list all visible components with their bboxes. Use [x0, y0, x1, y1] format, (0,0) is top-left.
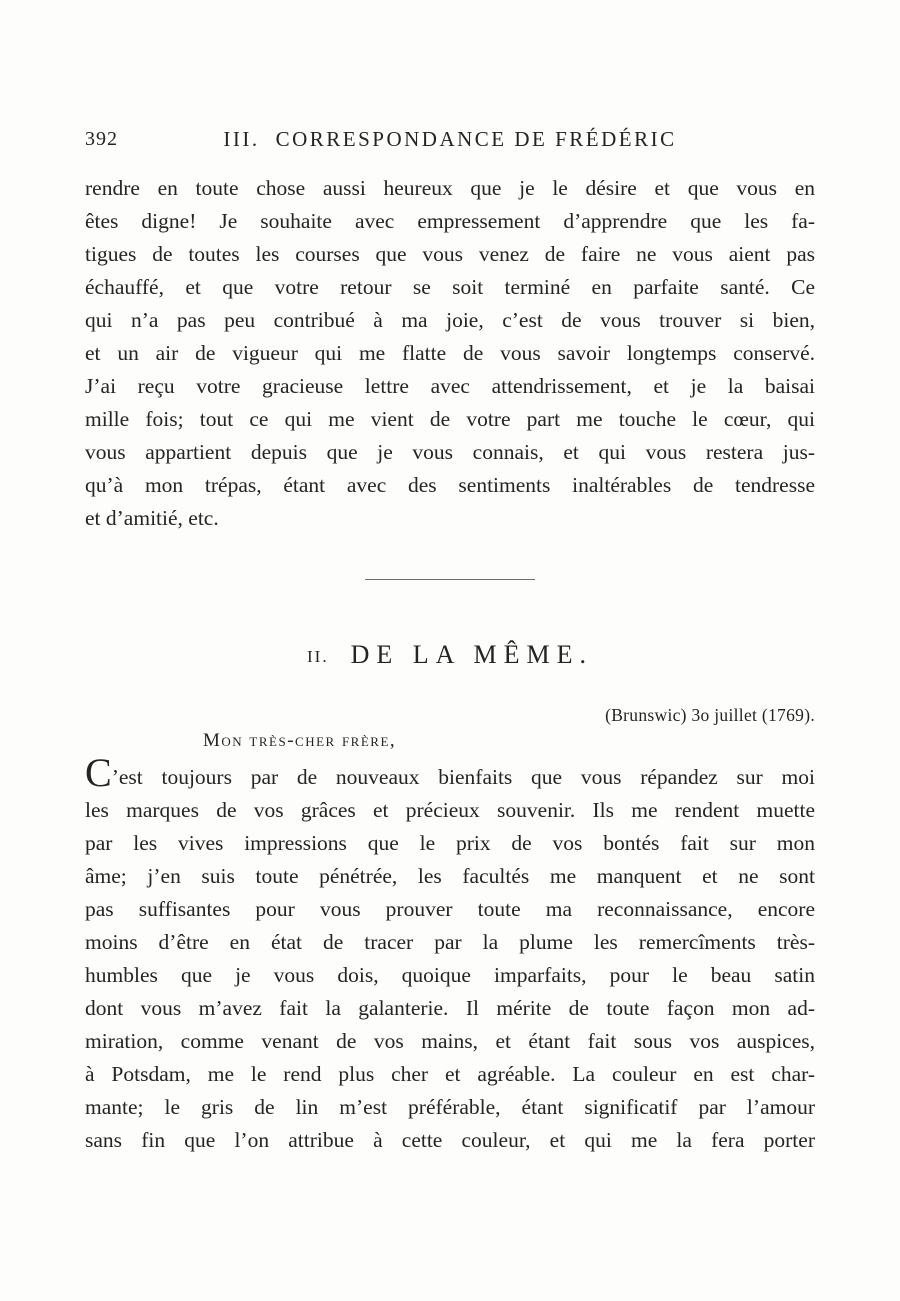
text-line: échauffé, et que votre retour se soit terminé en parfaite santé. Ce	[85, 275, 815, 299]
initial-capital: C	[85, 750, 112, 795]
text-line: sans fin que l’on attribue à cette couleur, et qui me la fera porter	[85, 1128, 815, 1152]
page-number: 392	[85, 128, 118, 150]
text-line: qui n’a pas peu contribué à ma joie, c’est de vous trouver si bien,	[85, 308, 815, 332]
text-line: moins d’être en état de tracer par la plume les remercîments très-	[85, 930, 815, 954]
letter-paragraph-body	[85, 750, 815, 1157]
text-line: dont vous m’avez fait la galanterie. Il mérite de toute façon mon ad-	[85, 996, 815, 1020]
text-line: rendre en toute chose aussi heureux que je le désire et que vous en	[85, 176, 815, 200]
text-line: pas suffisantes pour vous prouver toute ma reconnaissance, encore	[85, 897, 815, 921]
text-line: êtes digne! Je souhaite avec empressement d’apprendre que les fa-	[85, 209, 815, 233]
text-line: qu’à mon trépas, étant avec des sentiments inaltérables de tendresse	[85, 473, 815, 497]
text-line: C’est toujours par de nouveaux bienfaits que vous répandez sur moi	[85, 750, 815, 795]
text-line: humbles que je vous dois, quoique imparfaits, pour le beau satin	[85, 963, 815, 987]
text-line: tigues de toutes les courses que vous venez de faire ne vous aient pas	[85, 242, 815, 266]
section-divider	[365, 579, 535, 580]
text-line: et d’amitié, etc.	[85, 506, 219, 530]
text-line: miration, comme venant de vos mains, et étant fait sous vos auspices,	[85, 1029, 815, 1053]
section-heading	[85, 637, 815, 677]
salutation: Mon très-cher frère,	[203, 730, 397, 751]
text-line: mante; le gris de lin m’est préférable, étant significatif par l’amour	[85, 1095, 815, 1119]
text-line: âme; j’en suis toute pénétrée, les facultés me manquent et ne sont	[85, 864, 815, 888]
section-title: DE LA MÊME.	[350, 640, 593, 669]
text-line: par les vives impressions que le prix de vos bontés fait sur mon	[85, 831, 815, 855]
text-line: mille fois; tout ce qui me vient de votre part me touche le cœur, qui	[85, 407, 815, 431]
text-line: et un air de vigueur qui me flatte de vous savoir longtemps conservé.	[85, 341, 815, 365]
running-title-text: CORRESPONDANCE DE FRÉDÉRIC	[275, 127, 677, 151]
running-title	[85, 126, 815, 152]
text-line: J’ai reçu votre gracieuse lettre avec attendrissement, et je la baisai	[85, 374, 815, 398]
page-header	[85, 126, 815, 152]
text-line: les marques de vos grâces et précieux souvenir. Ils me rendent muette	[85, 798, 815, 822]
text-block	[85, 0, 815, 1157]
running-title-section-number: III.	[223, 127, 260, 151]
text-line: à Potsdam, me le rend plus cher et agréable. La couleur en est char-	[85, 1062, 815, 1086]
dateline: (Brunswic) 3o juillet (1769).	[605, 705, 815, 725]
letter-paragraph-previous	[85, 172, 815, 535]
text-line: vous appartient depuis que je vous connais, et qui vous restera jus-	[85, 440, 815, 464]
section-number: II.	[307, 647, 329, 666]
